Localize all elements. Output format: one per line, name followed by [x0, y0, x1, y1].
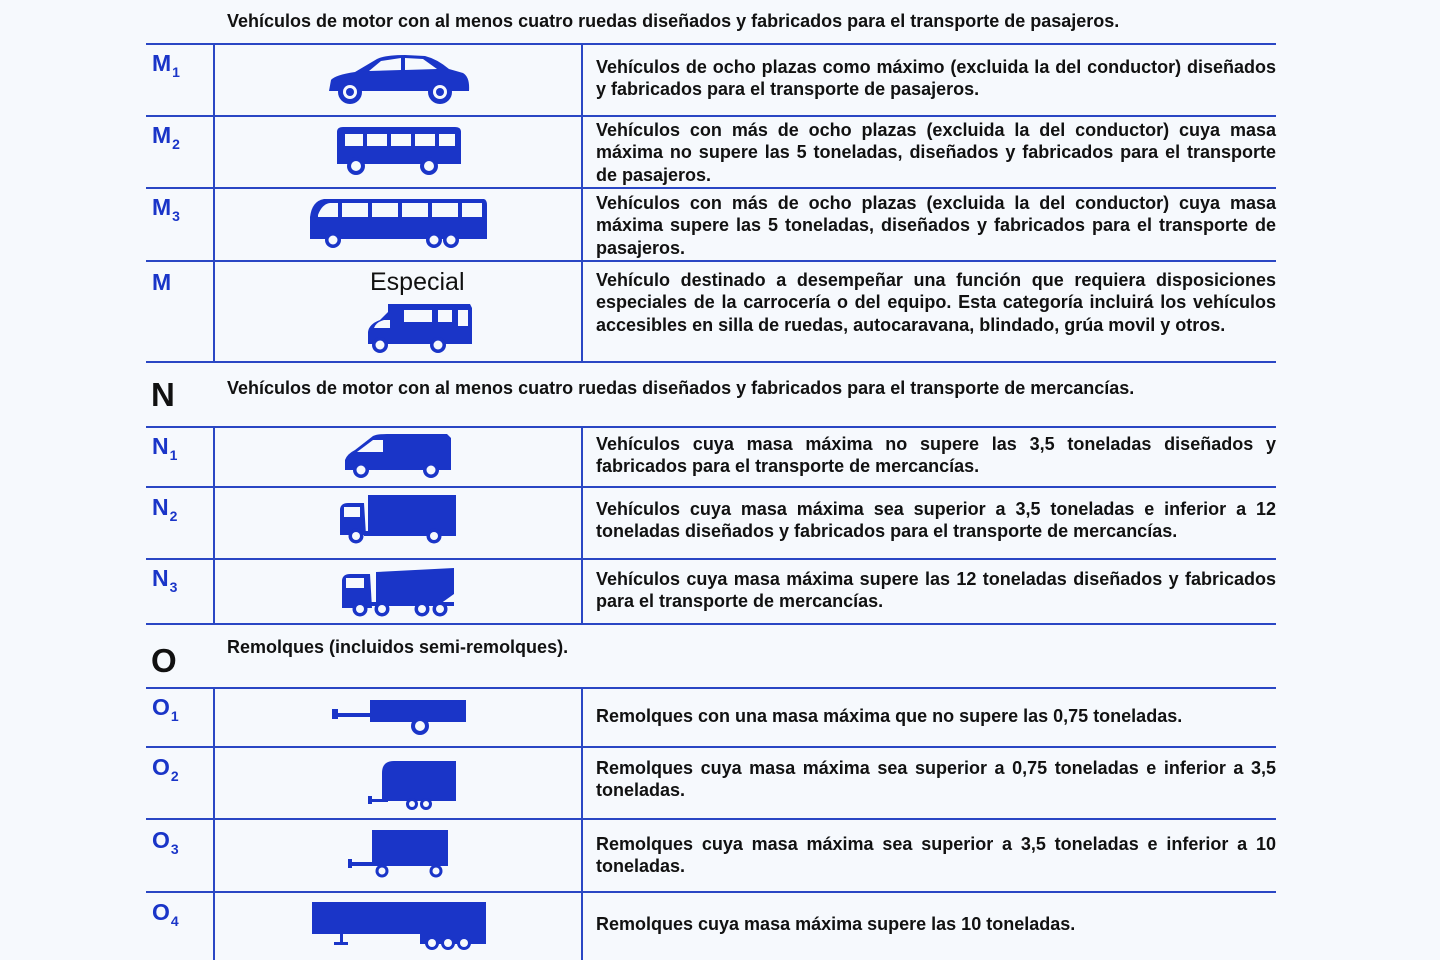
- description-o2: Remolques cuya masa máxima sea superior a 0,75 toneladas e inferior a 3,5 toneladas.: [596, 758, 1276, 801]
- table-divider: [146, 115, 1276, 117]
- table-divider: [146, 891, 1276, 893]
- category-code-o4: $O_4$: [152, 899, 179, 929]
- category-code-n1: $N_1$: [152, 433, 178, 463]
- column-divider: [213, 687, 215, 960]
- description-o4: Remolques cuya masa máxima supere las 10 toneladas.: [596, 914, 1076, 934]
- description-m1: Vehículos de ocho plazas como máximo (excluida la del conductor) diseñados y fabricados para el transporte de pasajeros.: [596, 57, 1276, 100]
- description-n2: Vehículos cuya masa máxima sea superior a 3,5 toneladas e inferior a 12 toneladas diseñados y fabricados para el transporte de mercancías.: [596, 499, 1276, 542]
- category-code-o3: $O_3$: [152, 827, 179, 857]
- trailer-icon: [366, 759, 460, 811]
- table-divider: [146, 558, 1276, 560]
- category-code-n2: $N_2$: [152, 494, 178, 524]
- description-m-especial: Vehículo destinado a desempeñar una función que requiera disposiciones especiales de la carrocería o del equipo. Esta categoría incluirá los vehículos accesibles en silla de ruedas, autocaravana, blindado, grúa movil y otros.: [596, 270, 1276, 335]
- table-divider: [146, 260, 1276, 262]
- column-divider: [581, 426, 583, 623]
- category-code-m3: $M_3$: [152, 194, 180, 224]
- table-divider: [146, 187, 1276, 189]
- van-icon: [343, 432, 453, 480]
- semi-trailer-icon: [310, 900, 488, 956]
- column-divider: [581, 43, 583, 361]
- table-divider: [146, 818, 1276, 820]
- category-code-o2: $O_2$: [152, 754, 179, 784]
- category-code-m1: $M_1$: [152, 50, 180, 80]
- section-o-letter: O: [151, 642, 177, 679]
- table-divider: [146, 746, 1276, 748]
- small-trailer-icon: [330, 698, 468, 738]
- table-divider: [146, 426, 1276, 428]
- description-m3: Vehículos con más de ocho plazas (excluida la del conductor) cuya masa máxima supere las 5 toneladas, diseñados y fabricados para el transporte de pasajeros.: [596, 193, 1276, 258]
- section-o-header: Remolques (incluidos semi-remolques).: [227, 637, 569, 657]
- dump-truck-icon: [340, 566, 458, 618]
- section-n-letter: N: [151, 376, 175, 413]
- coach-bus-icon: [308, 197, 488, 249]
- table-divider: [146, 623, 1276, 625]
- description-n3: Vehículos cuya masa máxima supere las 12 toneladas diseñados y fabricados para el transporte de mercancías.: [596, 569, 1276, 612]
- table-divider: [146, 687, 1276, 689]
- category-code-m2: $M_2$: [152, 122, 180, 152]
- table-divider: [146, 43, 1276, 45]
- motorhome-icon: [366, 302, 474, 354]
- description-o1: Remolques con una masa máxima que no supere las 0,75 toneladas.: [596, 706, 1183, 726]
- table-divider: [146, 361, 1276, 363]
- category-code-o1: $O_1$: [152, 694, 179, 724]
- description-n1: Vehículos cuya masa máxima no supere las 3,5 toneladas diseñados y fabricados para el transporte de mercancías.: [596, 434, 1276, 477]
- car-icon: [325, 53, 471, 107]
- description-m2: Vehículos con más de ocho plazas (excluida la del conductor) cuya masa máxima no supere las 5 toneladas, diseñados y fabricados para el transporte de pasajeros.: [596, 120, 1276, 185]
- section-m-header: Vehículos de motor con al menos cuatro ruedas diseñados y fabricados para el transporte de pasajeros.: [227, 11, 1120, 31]
- especial-label: Especial: [370, 268, 465, 296]
- minibus-icon: [333, 126, 463, 178]
- category-code-n3: $N_3$: [152, 565, 178, 595]
- section-n-header: Vehículos de motor con al menos cuatro ruedas diseñados y fabricados para el transporte de mercancías.: [227, 378, 1135, 398]
- box-trailer-icon: [346, 828, 450, 880]
- description-o3: Remolques cuya masa máxima sea superior a 3,5 toneladas e inferior a 10 toneladas.: [596, 834, 1276, 877]
- truck-icon: [338, 493, 458, 545]
- category-code-m-especial: M: [152, 269, 172, 295]
- column-divider: [213, 43, 215, 361]
- table-divider: [146, 486, 1276, 488]
- column-divider: [581, 687, 583, 960]
- column-divider: [213, 426, 215, 623]
